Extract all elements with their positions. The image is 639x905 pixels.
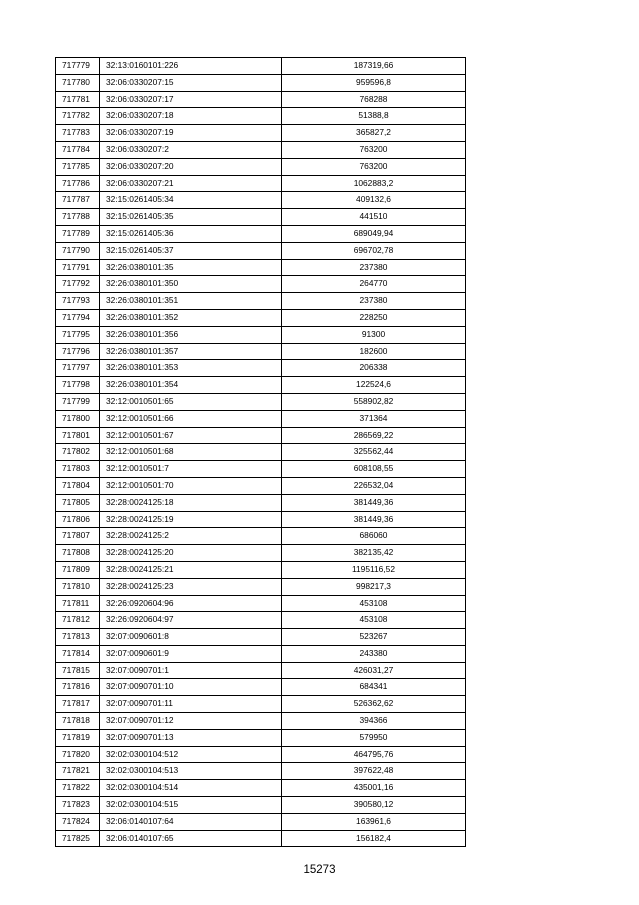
row-id-cell: 717801 (56, 427, 100, 444)
row-id-cell: 717806 (56, 511, 100, 528)
cadastral-number-cell: 32:07:0090701:1 (100, 662, 282, 679)
table-row (56, 175, 466, 192)
value-cell: 464795,76 (282, 746, 466, 763)
cadastral-number-cell: 32:12:0010501:67 (100, 427, 282, 444)
cadastral-number-cell: 32:06:0140107:65 (100, 830, 282, 847)
cadastral-number-cell: 32:07:0090701:12 (100, 713, 282, 730)
row-id-cell: 717799 (56, 393, 100, 410)
data-table (55, 57, 466, 847)
row-id-cell: 717818 (56, 713, 100, 730)
table-row (56, 780, 466, 797)
value-cell: 763200 (282, 158, 466, 175)
value-cell: 959596,8 (282, 74, 466, 91)
table-row (56, 293, 466, 310)
row-id-cell: 717802 (56, 444, 100, 461)
value-cell: 237380 (282, 293, 466, 310)
value-cell: 1062883,2 (282, 175, 466, 192)
table-row (56, 259, 466, 276)
page-number: 15273 (303, 864, 336, 876)
value-cell: 51388,8 (282, 108, 466, 125)
table-row (56, 763, 466, 780)
value-cell: 526362,62 (282, 696, 466, 713)
table-row (56, 444, 466, 461)
cadastral-number-cell: 32:02:0300104:513 (100, 763, 282, 780)
value-cell: 381449,36 (282, 494, 466, 511)
cadastral-number-cell: 32:07:0090701:11 (100, 696, 282, 713)
value-cell: 409132,6 (282, 192, 466, 209)
table-row (56, 511, 466, 528)
table-row (56, 377, 466, 394)
row-id-cell: 717810 (56, 578, 100, 595)
table-row (56, 578, 466, 595)
cadastral-number-cell: 32:07:0090701:13 (100, 729, 282, 746)
value-cell: 243380 (282, 645, 466, 662)
cadastral-number-cell: 32:26:0380101:35 (100, 259, 282, 276)
value-cell: 365827,2 (282, 125, 466, 142)
table-row (56, 427, 466, 444)
value-cell: 426031,27 (282, 662, 466, 679)
row-id-cell: 717821 (56, 763, 100, 780)
cadastral-number-cell: 32:06:0330207:21 (100, 175, 282, 192)
value-cell: 453108 (282, 595, 466, 612)
row-id-cell: 717783 (56, 125, 100, 142)
table-row (56, 477, 466, 494)
cadastral-number-cell: 32:06:0330207:17 (100, 91, 282, 108)
cadastral-number-cell: 32:28:0024125:2 (100, 528, 282, 545)
row-id-cell: 717792 (56, 276, 100, 293)
row-id-cell: 717781 (56, 91, 100, 108)
table-row (56, 393, 466, 410)
value-cell: 264770 (282, 276, 466, 293)
value-cell: 441510 (282, 209, 466, 226)
row-id-cell: 717786 (56, 175, 100, 192)
table-row (56, 360, 466, 377)
cadastral-number-cell: 32:15:0261405:36 (100, 225, 282, 242)
cadastral-number-cell: 32:06:0140107:64 (100, 813, 282, 830)
cadastral-number-cell: 32:07:0090601:9 (100, 645, 282, 662)
value-cell: 686060 (282, 528, 466, 545)
value-cell: 381449,36 (282, 511, 466, 528)
cadastral-number-cell: 32:06:0330207:20 (100, 158, 282, 175)
table-row (56, 813, 466, 830)
value-cell: 91300 (282, 326, 466, 343)
cadastral-number-cell: 32:26:0380101:353 (100, 360, 282, 377)
value-cell: 768288 (282, 91, 466, 108)
row-id-cell: 717812 (56, 612, 100, 629)
cadastral-number-cell: 32:02:0300104:515 (100, 797, 282, 814)
row-id-cell: 717795 (56, 326, 100, 343)
row-id-cell: 717824 (56, 813, 100, 830)
value-cell: 325562,44 (282, 444, 466, 461)
value-cell: 608108,55 (282, 461, 466, 478)
table-row (56, 696, 466, 713)
row-id-cell: 717822 (56, 780, 100, 797)
value-cell: 558902,82 (282, 393, 466, 410)
table-row (56, 74, 466, 91)
cadastral-number-cell: 32:12:0010501:7 (100, 461, 282, 478)
row-id-cell: 717790 (56, 242, 100, 259)
value-cell: 163961,6 (282, 813, 466, 830)
value-cell: 689049,94 (282, 225, 466, 242)
row-id-cell: 717809 (56, 561, 100, 578)
row-id-cell: 717793 (56, 293, 100, 310)
cadastral-number-cell: 32:26:0380101:352 (100, 309, 282, 326)
value-cell: 579950 (282, 729, 466, 746)
cadastral-number-cell: 32:07:0090701:10 (100, 679, 282, 696)
table-row (56, 679, 466, 696)
cadastral-number-cell: 32:06:0330207:19 (100, 125, 282, 142)
value-cell: 187319,66 (282, 58, 466, 75)
cadastral-number-cell: 32:26:0380101:351 (100, 293, 282, 310)
value-cell: 1195116,52 (282, 561, 466, 578)
value-cell: 435001,16 (282, 780, 466, 797)
value-cell: 523267 (282, 629, 466, 646)
row-id-cell: 717819 (56, 729, 100, 746)
row-id-cell: 717797 (56, 360, 100, 377)
cadastral-number-cell: 32:06:0330207:15 (100, 74, 282, 91)
table-row (56, 125, 466, 142)
value-cell: 998217,3 (282, 578, 466, 595)
row-id-cell: 717815 (56, 662, 100, 679)
cadastral-number-cell: 32:26:0380101:350 (100, 276, 282, 293)
value-cell: 156182,4 (282, 830, 466, 847)
cadastral-number-cell: 32:28:0024125:20 (100, 545, 282, 562)
cadastral-number-cell: 32:15:0261405:35 (100, 209, 282, 226)
table-row (56, 830, 466, 847)
value-cell: 286569,22 (282, 427, 466, 444)
table-row (56, 494, 466, 511)
cadastral-number-cell: 32:26:0380101:357 (100, 343, 282, 360)
cadastral-number-cell: 32:28:0024125:18 (100, 494, 282, 511)
row-id-cell: 717817 (56, 696, 100, 713)
value-cell: 206338 (282, 360, 466, 377)
table-row (56, 58, 466, 75)
table-row (56, 561, 466, 578)
value-cell: 122524,6 (282, 377, 466, 394)
table-row (56, 797, 466, 814)
row-id-cell: 717816 (56, 679, 100, 696)
cadastral-number-cell: 32:12:0010501:70 (100, 477, 282, 494)
table-row (56, 158, 466, 175)
value-cell: 371364 (282, 410, 466, 427)
cadastral-number-cell: 32:28:0024125:23 (100, 578, 282, 595)
table-row (56, 461, 466, 478)
row-id-cell: 717808 (56, 545, 100, 562)
value-cell: 397622,48 (282, 763, 466, 780)
value-cell: 382135,42 (282, 545, 466, 562)
cadastral-number-cell: 32:07:0090601:8 (100, 629, 282, 646)
cadastral-number-cell: 32:13:0160101:226 (100, 58, 282, 75)
table-row (56, 225, 466, 242)
table-row (56, 528, 466, 545)
row-id-cell: 717789 (56, 225, 100, 242)
row-id-cell: 717813 (56, 629, 100, 646)
row-id-cell: 717788 (56, 209, 100, 226)
row-id-cell: 717804 (56, 477, 100, 494)
table-row (56, 309, 466, 326)
table-row (56, 612, 466, 629)
table-row (56, 276, 466, 293)
table-body (56, 58, 466, 847)
row-id-cell: 717823 (56, 797, 100, 814)
cadastral-number-cell: 32:26:0920604:97 (100, 612, 282, 629)
row-id-cell: 717805 (56, 494, 100, 511)
table-row (56, 645, 466, 662)
value-cell: 696702,78 (282, 242, 466, 259)
row-id-cell: 717807 (56, 528, 100, 545)
table-row (56, 192, 466, 209)
row-id-cell: 717784 (56, 141, 100, 158)
row-id-cell: 717794 (56, 309, 100, 326)
row-id-cell: 717798 (56, 377, 100, 394)
row-id-cell: 717814 (56, 645, 100, 662)
row-id-cell: 717825 (56, 830, 100, 847)
table-row (56, 662, 466, 679)
table-row (56, 746, 466, 763)
row-id-cell: 717782 (56, 108, 100, 125)
row-id-cell: 717811 (56, 595, 100, 612)
value-cell: 763200 (282, 141, 466, 158)
row-id-cell: 717820 (56, 746, 100, 763)
table-row (56, 410, 466, 427)
cadastral-number-cell: 32:15:0261405:34 (100, 192, 282, 209)
value-cell: 390580,12 (282, 797, 466, 814)
cadastral-number-cell: 32:28:0024125:21 (100, 561, 282, 578)
value-cell: 394366 (282, 713, 466, 730)
cadastral-number-cell: 32:06:0330207:18 (100, 108, 282, 125)
value-cell: 237380 (282, 259, 466, 276)
table-row (56, 91, 466, 108)
table-row (56, 141, 466, 158)
value-cell: 453108 (282, 612, 466, 629)
table-row (56, 595, 466, 612)
table-row (56, 729, 466, 746)
table-row (56, 713, 466, 730)
cadastral-number-cell: 32:26:0380101:354 (100, 377, 282, 394)
cadastral-number-cell: 32:02:0300104:514 (100, 780, 282, 797)
table-row (56, 242, 466, 259)
value-cell: 226532,04 (282, 477, 466, 494)
cadastral-number-cell: 32:28:0024125:19 (100, 511, 282, 528)
table-row (56, 343, 466, 360)
cadastral-number-cell: 32:26:0920604:96 (100, 595, 282, 612)
row-id-cell: 717791 (56, 259, 100, 276)
cadastral-number-cell: 32:26:0380101:356 (100, 326, 282, 343)
row-id-cell: 717800 (56, 410, 100, 427)
cadastral-number-cell: 32:12:0010501:65 (100, 393, 282, 410)
row-id-cell: 717803 (56, 461, 100, 478)
cadastral-number-cell: 32:06:0330207:2 (100, 141, 282, 158)
data-table-container (55, 57, 466, 847)
row-id-cell: 717779 (56, 58, 100, 75)
cadastral-number-cell: 32:12:0010501:66 (100, 410, 282, 427)
value-cell: 684341 (282, 679, 466, 696)
cadastral-number-cell: 32:15:0261405:37 (100, 242, 282, 259)
value-cell: 182600 (282, 343, 466, 360)
table-row (56, 326, 466, 343)
row-id-cell: 717785 (56, 158, 100, 175)
row-id-cell: 717796 (56, 343, 100, 360)
row-id-cell: 717780 (56, 74, 100, 91)
cadastral-number-cell: 32:12:0010501:68 (100, 444, 282, 461)
value-cell: 228250 (282, 309, 466, 326)
table-row (56, 545, 466, 562)
table-row (56, 108, 466, 125)
row-id-cell: 717787 (56, 192, 100, 209)
table-row (56, 629, 466, 646)
cadastral-number-cell: 32:02:0300104:512 (100, 746, 282, 763)
table-row (56, 209, 466, 226)
